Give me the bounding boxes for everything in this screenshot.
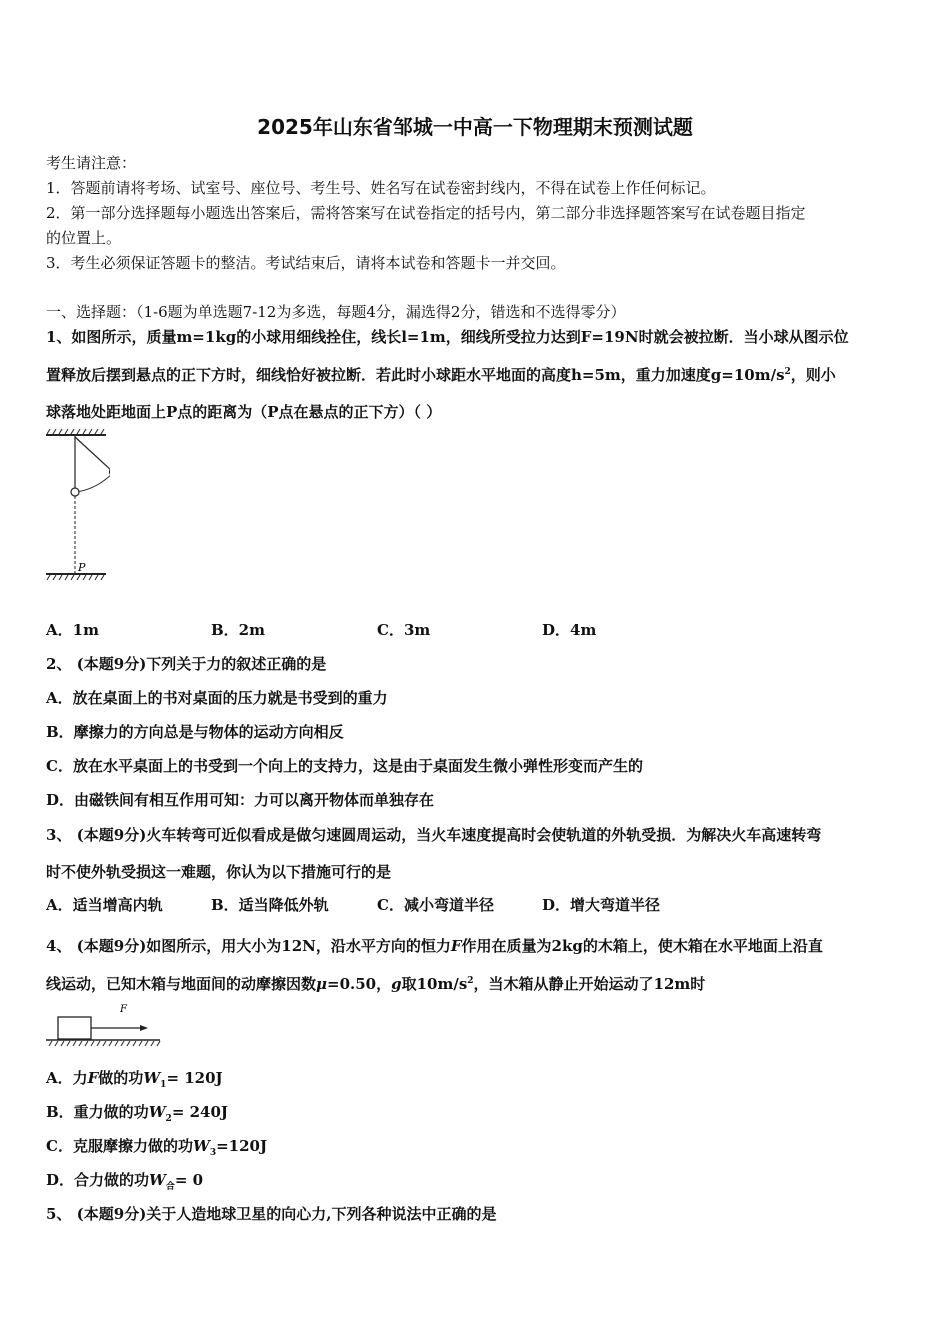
q3-line1: 3、 (本题9分)火车转弯可近似看成是做匀速圆周运动，当火车速度提高时会使轨道的外轨受损．为解决火车高速转弯 [46, 826, 822, 844]
q3-option-a[interactable]: A．适当增高内轨 [46, 896, 163, 914]
q4-line1: 4、 (本题9分)如图所示，用大小为12N，沿水平方向的恒力F作用在质量为2kg的木箱上，使木箱在水平地面上沿直 [46, 937, 823, 955]
notice-item-1: 1．答题前请将考场、试室号、座位号、考生号、姓名写在试卷密封线内，不得在试卷上作任何标记。 [46, 179, 716, 197]
notice-item-3: 3．考生必须保证答题卡的整洁。考试结束后，请将本试卷和答题卡一并交回。 [46, 254, 566, 272]
q2-option-d[interactable]: D．由磁铁间有相互作用可知：力可以离开物体而单独存在 [46, 791, 435, 809]
q5-stem: 5、 (本题9分)关于人造地球卫星的向心力,下列各种说法中正确的是 [46, 1205, 497, 1223]
q4-option-c[interactable]: C．克服摩擦力做的功$W_3=120J$ [46, 1137, 268, 1158]
q1-option-a[interactable]: A．1m [46, 621, 99, 639]
q2-option-b[interactable]: B．摩擦力的方向总是与物体的运动方向相反 [46, 723, 344, 741]
q3-option-c[interactable]: C．减小弯道半径 [377, 896, 494, 914]
q4-option-d[interactable]: D．合力做的功$W_合= 0$ [46, 1171, 204, 1192]
crate-figure [44, 1000, 164, 1050]
notice-item-2: 2．第一部分选择题每小题选出答案后，需将答案写在试卷指定的括号内，第二部分非选择题答案写在试卷题目指定 [46, 204, 806, 222]
q3-option-b[interactable]: B．适当降低外轨 [211, 896, 329, 914]
q4-line2: 线运动，已知木箱与地面间的动摩擦因数μ=0.50，g取$10m/s^2$，当木箱从静止开始运动了12m时 [46, 975, 706, 993]
q1-line2: 置释放后摆到悬点的正下方时，细线恰好被拉断．若此时小球距水平地面的高度h=5m，重力加速度$g=10m/s^2$，则小 [46, 366, 836, 384]
q3-line2: 时不使外轨受损这一难题，你认为以下措施可行的是 [46, 863, 392, 881]
page-title: 2025年山东省邹城一中高一下物理期末预测试题 [257, 115, 693, 139]
force-label: F [120, 1004, 127, 1015]
notice-heading: 考生请注意： [46, 154, 137, 172]
q1-line3: 球落地处距地面上P点的距离为（P点在悬点的正下方）（ ） [46, 403, 442, 421]
q1-option-d[interactable]: D．4m [542, 621, 597, 639]
q3-option-d[interactable]: D．增大弯道半径 [542, 896, 661, 914]
section-heading: 一、选择题：（1-6题为单选题7-12为多选，每题4分，漏选得2分，错选和不选得零分） [46, 303, 626, 321]
q1-line1: 1、如图所示，质量m=1kg的小球用细线拴住，线长l=1m，细线所受拉力达到F=19N时就会被拉断．当小球从图示位 [46, 328, 849, 346]
q4-option-a[interactable]: A．力F做的功$W_1= 120J$ [46, 1069, 223, 1090]
q1-option-b[interactable]: B．2m [211, 621, 265, 639]
q1-option-c[interactable]: C．3m [377, 621, 431, 639]
point-p-label: P [78, 561, 86, 574]
q2-stem: 2、 (本题9分)下列关于力的叙述正确的是 [46, 655, 327, 673]
notice-item-2-cont: 的位置上。 [46, 229, 122, 247]
q4-option-b[interactable]: B．重力做的功$W_2= 240J$ [46, 1103, 229, 1124]
pendulum-figure [44, 428, 110, 584]
q2-option-c[interactable]: C．放在水平桌面上的书受到一个向上的支持力，这是由于桌面发生微小弹性形变而产生的 [46, 757, 643, 775]
q2-option-a[interactable]: A．放在桌面上的书对桌面的压力就是书受到的重力 [46, 689, 388, 707]
